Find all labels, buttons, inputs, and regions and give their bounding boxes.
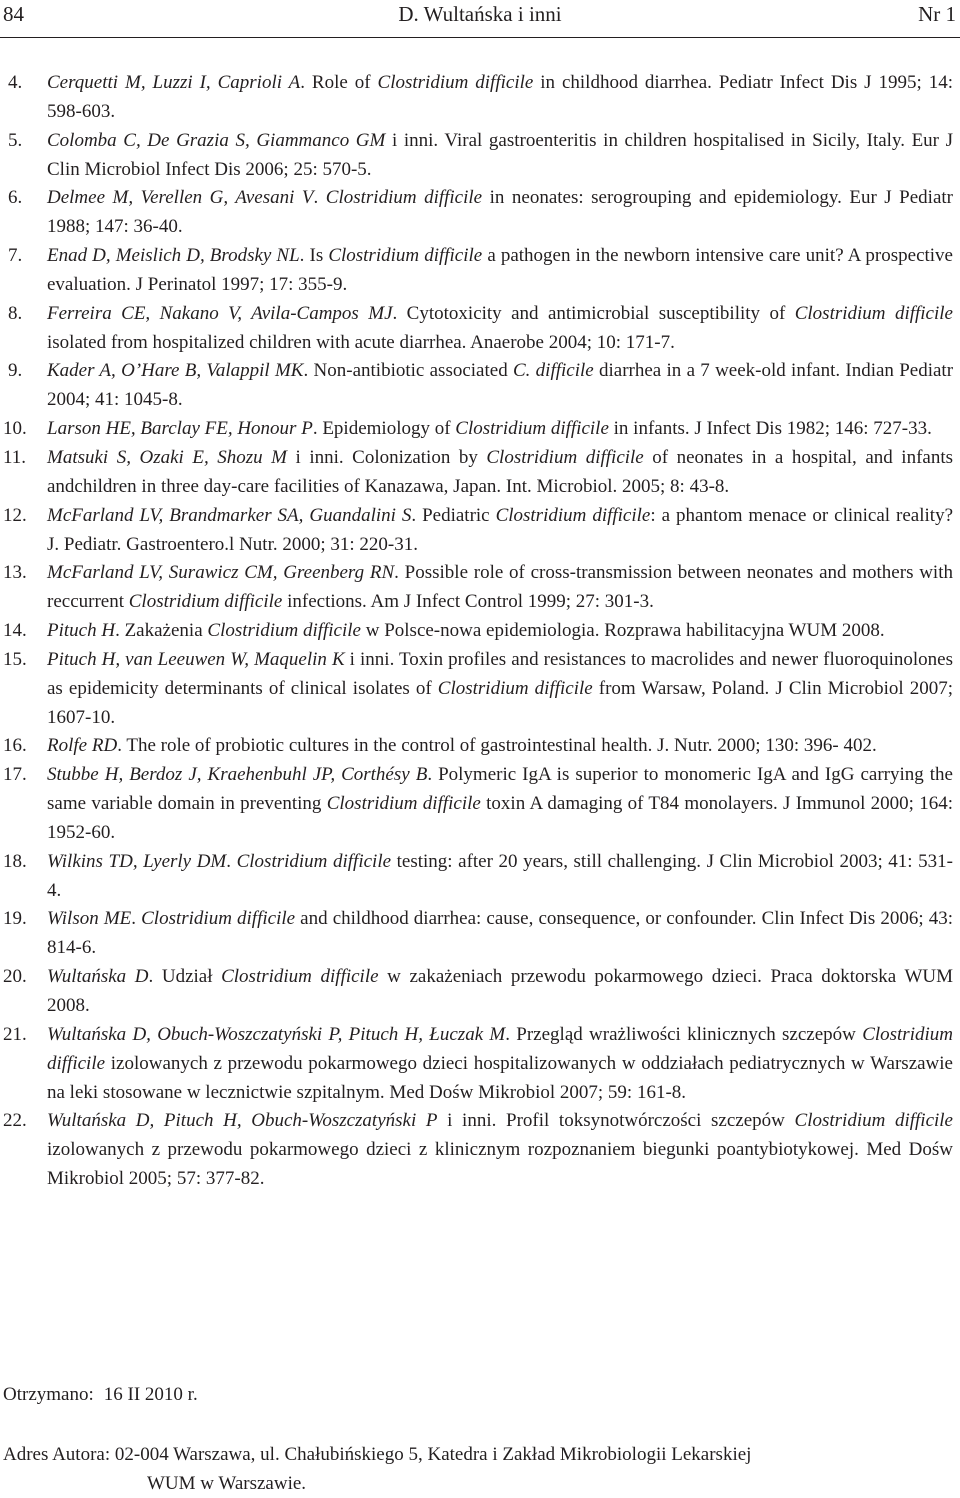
reference-item <box>0 184 953 242</box>
received-label: Otrzymano: <box>3 1384 94 1405</box>
reference-number: 22. <box>3 1110 27 1132</box>
reference-text: . <box>131 908 142 930</box>
reference-number: 17. <box>3 764 27 786</box>
reference-text: . Non-antibiotic associated <box>303 360 513 382</box>
reference-text: toxin A damaging of T84 monolayers. J Immunol 2000; 164: 1952-60. <box>47 793 953 843</box>
reference-item <box>0 905 953 963</box>
species-name: Clostridium difficile <box>221 966 379 988</box>
reference-authors: Pituch H, van Leeuwen W, Maquelin K <box>47 648 345 670</box>
species-name: Clostridium difficile <box>377 72 534 93</box>
reference-item <box>0 617 953 646</box>
reference-item <box>0 127 953 185</box>
reference-text: : a phantom menace or clinical reality? J. Pediatr. Gastroentero.l Nutr. 2000; 31: 220-31. <box>47 504 953 555</box>
reference-item <box>0 69 953 127</box>
page-number: 84 <box>3 2 24 26</box>
reference-item <box>0 732 953 761</box>
reference-number: 18. <box>3 850 27 872</box>
species-name: C. difficile <box>512 360 594 382</box>
reference-item <box>0 848 953 906</box>
reference-text: w zakażeniach przewodu pokarmowego dzieci. Praca doktorska WUM 2008. <box>47 966 953 1016</box>
reference-authors: Wilkins TD, Lyerly DM <box>47 850 227 872</box>
reference-authors: Matsuki S, Ozaki E, Shozu M <box>47 446 287 468</box>
reference-number: 21. <box>3 1023 27 1045</box>
reference-number: 7. <box>8 245 23 267</box>
received-date <box>3 1381 198 1409</box>
reference-text: i inni. Toxin profiles and resistances to macrolides and newer fluoroquinolones as epidemicity determinants of clinical isolates of <box>47 648 953 699</box>
reference-text: . Przegląd wrażliwości klinicznych szczepów <box>505 1023 863 1045</box>
reference-item <box>0 559 953 617</box>
reference-item <box>0 761 953 848</box>
reference-text: . Epidemiology of <box>312 418 456 440</box>
reference-number: 15. <box>3 648 27 670</box>
reference-text: . Pediatric <box>411 504 496 526</box>
reference-text: isolated from hospitalized children with acute diarrhea. Anaerobe 2004; 10: 171-7. <box>47 331 675 353</box>
reference-authors: McFarland LV, Brandmarker SA, Guandalini S <box>47 504 412 526</box>
reference-number: 16. <box>3 735 27 757</box>
species-name: Clostridium difficile <box>328 245 483 267</box>
running-head-author: D. Wultańska i inni <box>398 2 562 26</box>
reference-authors: Pituch H <box>47 620 116 642</box>
reference-text: in childhood diarrhea. Pediatr Infect Dis J 1995; 14: 598-603. <box>47 72 953 122</box>
species-name: Clostridium difficile <box>325 187 483 209</box>
reference-text: diarrhea in a 7 week-old infant. Indian Pediatr 2004; 41: 1045-8. <box>47 360 954 411</box>
species-name: Clostridium difficile <box>128 591 283 613</box>
issue-number: Nr 1 <box>918 2 956 26</box>
species-name: Clostridium difficile <box>326 793 481 815</box>
received-value: 16 II 2010 r. <box>103 1384 198 1405</box>
reference-text: infections. Am J Infect Control 1999; 27: 301-3. <box>282 591 654 613</box>
reference-text: i inni. Colonization by <box>287 446 487 468</box>
reference-authors: Wilson ME <box>47 908 132 930</box>
species-name: Clostridium difficile <box>486 446 644 468</box>
reference-authors: Wultańska D <box>47 966 149 988</box>
species-name: Clostridium difficile <box>437 677 593 699</box>
reference-authors: Kader A, O’Hare B, Valappil MK <box>47 360 304 382</box>
reference-text: izolowanych z przewodu pokarmowego dzieci z klinicznym rozpoznaniem biegunki poantybiotykowej. Med Dośw Mikrobiol 2005; 57: 377-82. <box>47 1139 953 1190</box>
reference-number: 11. <box>3 446 27 468</box>
reference-number: 8. <box>8 302 23 324</box>
species-name: Clostridium difficile <box>455 418 609 440</box>
reference-text: in infants. J Infect Dis 1982; 146: 727-33. <box>608 418 932 440</box>
reference-authors: Delmee M, Verellen G, Avesani V <box>47 187 314 209</box>
reference-authors: McFarland LV, Surawicz CM, Greenberg RN <box>47 562 395 584</box>
species-name: Clostridium difficile <box>47 1023 953 1074</box>
reference-number: 13. <box>3 562 27 584</box>
reference-item <box>0 242 953 300</box>
reference-number: 5. <box>8 129 23 151</box>
address-line-1: Adres Autora: 02-004 Warszawa, ul. Chałubińskiego 5, Katedra i Zakład Mikrobiologii Lekarskiej <box>3 1444 752 1465</box>
reference-text: . Udział <box>148 966 222 988</box>
reference-text: of neonates in a hospital, and infants andchildren in three day-care facilities of Kanazawa, Japan. Int. Microbiol. 2005; 8: 43-8. <box>47 446 953 497</box>
reference-number: 12. <box>3 504 27 526</box>
species-name: Clostridium difficile <box>794 302 953 324</box>
species-name: Clostridium difficile <box>236 850 392 872</box>
reference-authors: Rolfe RD <box>47 735 118 757</box>
species-name: Clostridium difficile <box>141 908 296 930</box>
reference-number: 14. <box>3 620 27 642</box>
reference-text: . Is <box>299 245 329 267</box>
reference-item <box>0 444 953 502</box>
reference-text: in neonates: serogrouping and epidemiology. Eur J Pediatr 1988; 147: 36-40. <box>47 187 954 238</box>
reference-item <box>0 300 953 358</box>
reference-authors: Stubbe H, Berdoz J, Kraehenbuhl JP, Corthésy B <box>47 764 428 786</box>
reference-authors: Larson HE, Barclay FE, Honour P <box>47 418 313 440</box>
reference-list <box>0 69 960 1194</box>
reference-text: . Zakażenia <box>115 620 208 642</box>
reference-text: . The role of probiotic cultures in the control of gastrointestinal health. J. Nutr. 2000; 130: 396- 402. <box>117 735 877 757</box>
reference-item <box>0 357 953 415</box>
reference-text: izolowanych z przewodu pokarmowego dzieci hospitalizowanych w oddziałach pediatrycznych w Warszawie na leki stosowane w lecznictwie szpitalnym. Med Dośw Mikrobiol 2007; 59: 161-8. <box>47 1052 953 1103</box>
reference-authors: Enad D, Meislich D, Brodsky NL <box>47 245 300 267</box>
reference-item <box>0 502 953 560</box>
reference-item <box>0 1021 953 1108</box>
reference-authors: Wultańska D, Pituch H, Obuch-Woszczatyński P <box>47 1110 438 1132</box>
reference-number: 6. <box>8 187 23 209</box>
species-name: Clostridium difficile <box>495 504 651 526</box>
reference-text: . Polymeric IgA is superior to monomeric IgA and IgG carrying the same variable domain in preventing <box>47 764 953 815</box>
reference-text: . Cytotoxicity and antimicrobial susceptibility of <box>392 302 795 324</box>
address-line-2: WUM w Warszawie. <box>147 1473 307 1494</box>
reference-text: . Possible role of cross-transmission between neonates and mothers with reccurrent <box>47 562 953 613</box>
reference-number: 9. <box>8 360 23 382</box>
reference-number: 10. <box>3 418 27 440</box>
author-address <box>3 1440 953 1498</box>
reference-text: and childhood diarrhea: cause, consequence, or confounder. Clin Infect Dis 2006; 43: 814-6. <box>47 908 953 959</box>
reference-text: from Warsaw, Poland. J Clin Microbiol 2007; 1607-10. <box>47 677 954 728</box>
reference-text: testing: after 20 years, still challenging. J Clin Microbiol 2003; 41: 531-4. <box>47 850 953 901</box>
reference-number: 4. <box>8 72 23 93</box>
reference-text: a pathogen in the newborn intensive care unit? A prospective evaluation. J Perinatol 1997; 17: 355-9. <box>47 245 953 295</box>
reference-item <box>0 646 953 733</box>
reference-text: . <box>226 850 237 872</box>
reference-number: 19. <box>3 908 27 930</box>
species-name: Clostridium difficile <box>207 620 361 642</box>
reference-number: 20. <box>3 966 27 988</box>
reference-item <box>0 963 953 1021</box>
reference-text: i inni. Profil toksynotwórczości szczepów <box>437 1110 795 1132</box>
reference-item <box>0 1107 953 1194</box>
species-name: Clostridium difficile <box>794 1110 953 1132</box>
reference-text: . Role of <box>300 72 378 93</box>
reference-authors: Wultańska D, Obuch-Woszczatyński P, Pituch H, Łuczak M <box>47 1023 506 1045</box>
reference-authors: Colomba C, De Grazia S, Giammanco GM <box>47 129 386 151</box>
page-header <box>0 0 960 40</box>
reference-item <box>0 415 953 444</box>
reference-text: . <box>313 187 326 209</box>
header-rule <box>0 37 960 38</box>
reference-text: w Polsce-nowa epidemiologia. Rozprawa habilitacyjna WUM 2008. <box>360 620 885 642</box>
reference-authors: Ferreira CE, Nakano V, Avila-Campos MJ <box>47 302 393 324</box>
reference-text: i inni. Viral gastroenteritis in children hospitalised in Sicily, Italy. Eur J Clin Microbiol Infect Dis 2006; 25: 570-5. <box>47 129 953 180</box>
reference-authors: Cerquetti M, Luzzi I, Caprioli A <box>47 72 301 93</box>
